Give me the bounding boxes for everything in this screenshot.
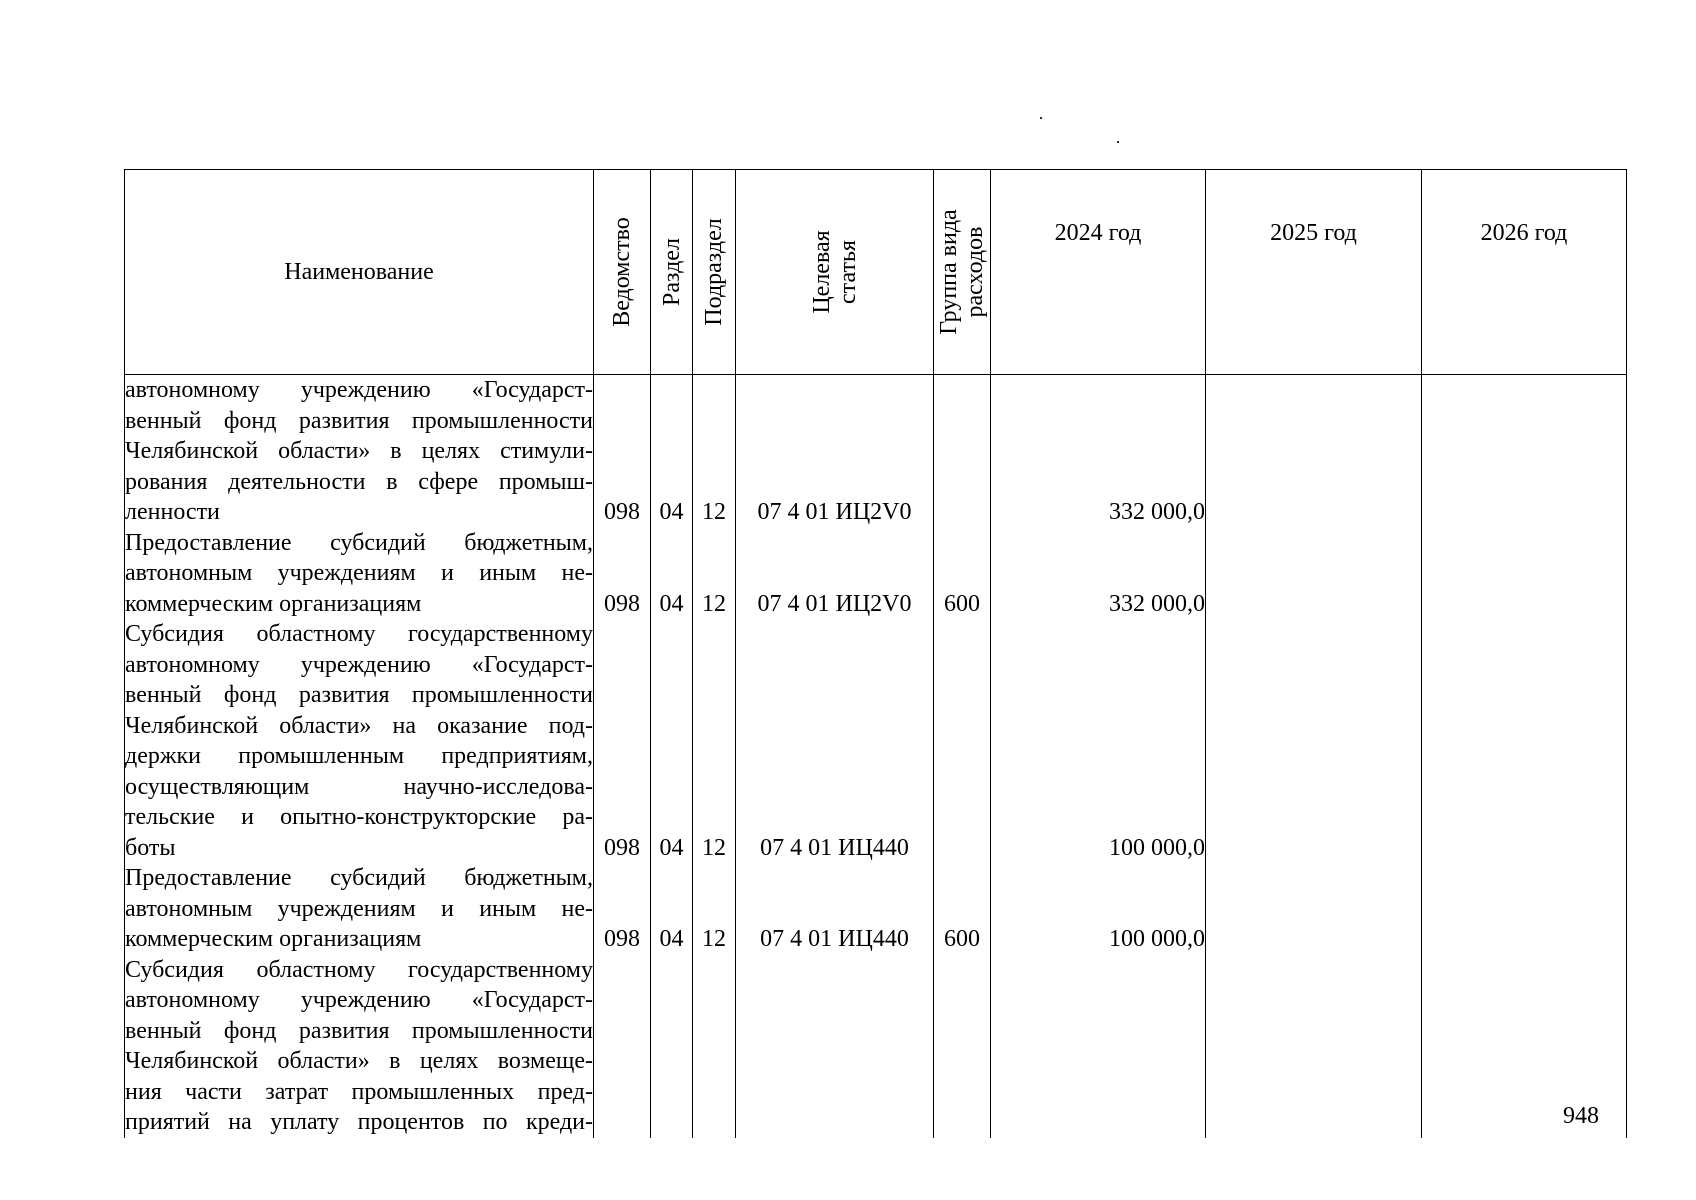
cell-name-line: осуществляющим научно-исследова- — [125, 773, 593, 800]
cell-name-line: Субсидия областному государственному — [125, 621, 593, 647]
cell-amount-2026 — [1422, 863, 1627, 955]
cell-department: 098 — [594, 375, 651, 528]
cell-amount-2024: 332 000,0 — [991, 375, 1206, 528]
header-name-label: Наименование — [284, 258, 434, 285]
cell-target-article — [736, 955, 934, 1138]
cell-department: 098 — [594, 528, 651, 620]
table-header-row — [125, 170, 1627, 375]
cell-subsection: 12 — [693, 619, 736, 863]
cell-name-line: венный фонд развития промышленности — [125, 682, 593, 708]
cell-expense-group: 600 — [934, 863, 991, 955]
cell-name — [125, 863, 594, 955]
cell-name-line: автономным учреждениям и иным не- — [125, 895, 593, 922]
cell-target-article: 07 4 01 ИЦ2V0 — [736, 528, 934, 620]
header-department — [594, 170, 651, 375]
header-year-2026-label: 2026 год — [1480, 220, 1568, 246]
cell-amount-2026 — [1422, 375, 1627, 528]
cell-name-line: Челябинской области» в целях стимули- — [125, 438, 593, 464]
cell-amount-2024: 332 000,0 — [991, 528, 1206, 620]
cell-section — [651, 955, 693, 1138]
cell-amount-2024 — [991, 955, 1206, 1138]
cell-name-line: автономному учреждению «Государст- — [125, 377, 593, 403]
cell-name-line: Челябинской области» в целях возмеще- — [125, 1048, 593, 1074]
table-row — [125, 375, 1627, 528]
cell-name-line: Челябинской области» на оказание под- — [125, 712, 593, 739]
cell-expense-group: 600 — [934, 528, 991, 620]
cell-section: 04 — [651, 375, 693, 528]
cell-amount-2025 — [1206, 955, 1422, 1138]
cell-name-line: коммерческим организациям — [125, 926, 422, 952]
cell-name — [125, 619, 594, 863]
cell-name-line: рования деятельности в сфере промыш- — [125, 468, 593, 495]
cell-section: 04 — [651, 619, 693, 863]
cell-expense-group — [934, 375, 991, 528]
header-target-article — [736, 170, 934, 375]
cell-subsection — [693, 955, 736, 1138]
cell-amount-2025 — [1206, 375, 1422, 528]
cell-subsection: 12 — [693, 375, 736, 528]
cell-department: 098 — [594, 619, 651, 863]
cell-name-line: автономному учреждению «Государст- — [125, 987, 593, 1013]
cell-subsection: 12 — [693, 528, 736, 620]
header-year-2024-label: 2024 год — [1054, 220, 1142, 246]
cell-name-line: автономному учреждению «Государст- — [125, 651, 593, 678]
header-year-2026 — [1422, 170, 1627, 375]
cell-name-line: Предоставление субсидий бюджетным, — [125, 865, 593, 891]
header-target-article-label — [809, 230, 861, 313]
header-name — [125, 170, 594, 375]
header-expense-group-line-2: расходов — [962, 226, 988, 318]
header-year-2025-label: 2025 год — [1270, 220, 1357, 246]
cell-department: 098 — [594, 863, 651, 955]
cell-amount-2026 — [1422, 528, 1627, 620]
header-expense-group — [934, 170, 991, 375]
table-row — [125, 528, 1627, 620]
cell-name-line: венный фонд развития промышленности — [125, 407, 593, 434]
page-number: 948 — [1563, 1103, 1599, 1129]
scan-speck — [1040, 117, 1042, 119]
table-row — [125, 619, 1627, 863]
cell-name — [125, 955, 594, 1138]
cell-name-line: Предоставление субсидий бюджетным, — [125, 529, 593, 556]
cell-name-line: венный фонд развития промышленности — [125, 1017, 593, 1044]
cell-target-article: 07 4 01 ИЦ440 — [736, 619, 934, 863]
cell-name-line: держки промышленным предприятиям, — [125, 743, 593, 769]
table-row — [125, 863, 1627, 955]
cell-amount-2026 — [1422, 619, 1627, 863]
cell-section: 04 — [651, 863, 693, 955]
cell-name-line: коммерческим организациям — [125, 590, 422, 617]
cell-name-line: тельские и опытно-конструкторские ра- — [125, 804, 593, 830]
cell-target-article: 07 4 01 ИЦ440 — [736, 863, 934, 955]
cell-name — [125, 375, 594, 528]
cell-name-line: приятий на уплату процентов по креди- — [125, 1109, 593, 1135]
scan-speck — [1117, 141, 1119, 143]
cell-amount-2025 — [1206, 528, 1422, 620]
header-subsection-label: Подраздел — [701, 218, 727, 326]
cell-amount-2024: 100 000,0 — [991, 619, 1206, 863]
budget-table — [124, 169, 1627, 1138]
cell-amount-2025 — [1206, 863, 1422, 955]
cell-amount-2025 — [1206, 619, 1422, 863]
cell-name-line: ленности — [125, 499, 220, 525]
cell-department — [594, 955, 651, 1138]
cell-name-line: автономным учреждениям и иным не- — [125, 560, 593, 586]
cell-name-line: Субсидия областному государственному — [125, 956, 593, 983]
header-expense-group-line-1: Группа вида — [936, 209, 962, 335]
cell-amount-2024: 100 000,0 — [991, 863, 1206, 955]
header-target-article-line-1: Целевая — [808, 230, 835, 314]
cell-name-line: боты — [125, 834, 176, 861]
header-department-label: Ведомство — [609, 217, 635, 327]
header-section — [651, 170, 693, 375]
header-target-article-line-2: статья — [834, 240, 861, 304]
header-expense-group-label — [936, 209, 988, 334]
cell-expense-group — [934, 955, 991, 1138]
header-year-2025 — [1206, 170, 1422, 375]
cell-target-article: 07 4 01 ИЦ2V0 — [736, 375, 934, 528]
header-section-label: Раздел — [658, 238, 685, 306]
table-body — [125, 375, 1627, 1138]
cell-section: 04 — [651, 528, 693, 620]
table-row — [125, 955, 1627, 1138]
header-subsection — [693, 170, 736, 375]
cell-expense-group — [934, 619, 991, 863]
cell-name — [125, 528, 594, 620]
header-year-2024 — [991, 170, 1206, 375]
cell-name-line: ния части затрат промышленных пред- — [125, 1078, 593, 1105]
cell-subsection: 12 — [693, 863, 736, 955]
